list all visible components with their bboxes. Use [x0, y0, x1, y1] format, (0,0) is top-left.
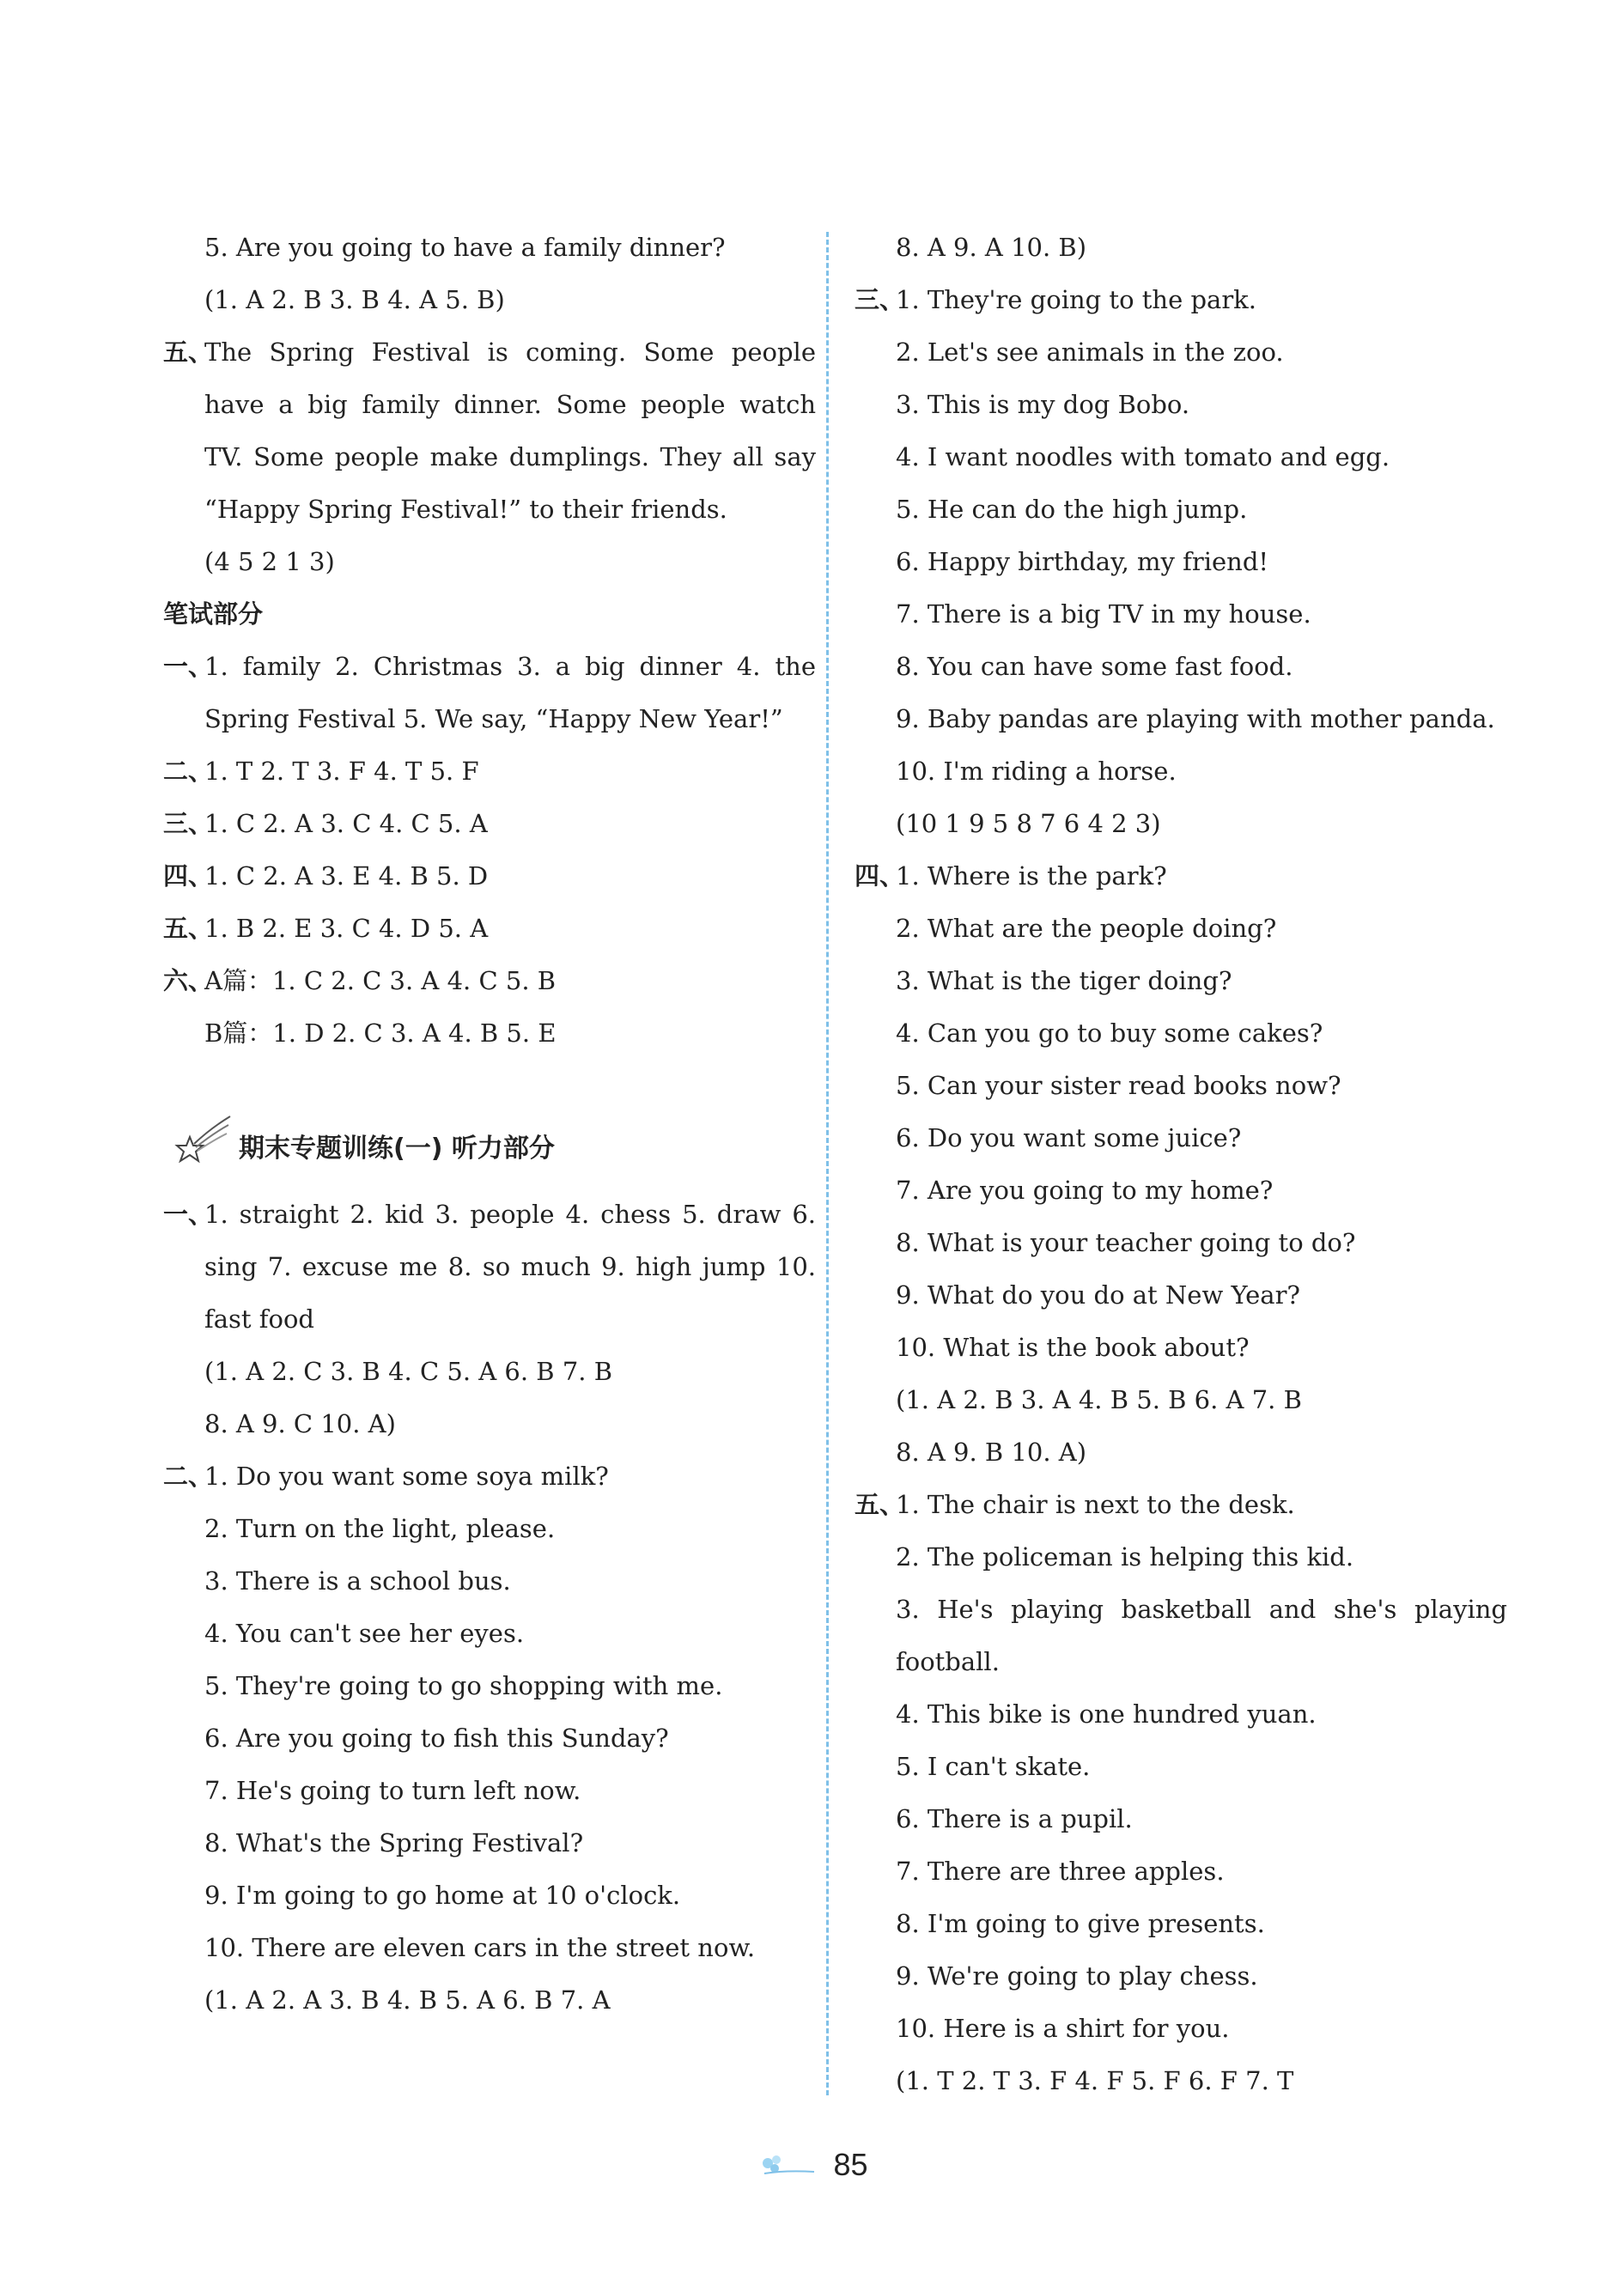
answer-line: 8. I'm going to give presents. [896, 1909, 1265, 1938]
answer-line: 5. Can your sister read books now? [896, 1071, 1341, 1100]
answer-text: 1. The chair is next to the desk. [896, 1490, 1295, 1519]
answer-line: 3. There is a school bus. [204, 1566, 511, 1596]
answer-text: 1. C 2. A 3. C 4. C 5. A [204, 809, 488, 838]
section-marker: 四、 [855, 861, 905, 891]
answer-line: 4. Can you go to buy some cakes? [896, 1018, 1323, 1048]
page-number [0, 2147, 1624, 2183]
answer-line: 6. Do you want some juice? [896, 1123, 1242, 1152]
written-answer-6b [163, 1007, 816, 1060]
answer-line: 8. What's the Spring Festival? [204, 1828, 584, 1857]
answer-line: 10. I'm riding a horse. [896, 757, 1177, 786]
answer-line: 6. Happy birthday, my friend! [896, 547, 1269, 576]
answer-text: B篇：1. D 2. C 3. A 4. B 5. E [204, 1018, 557, 1048]
section-marker: 二、 [163, 1462, 214, 1491]
written-answer-6a [163, 955, 816, 1007]
answer-line: 8. A 9. B 10. A) [896, 1438, 1087, 1467]
section-4-line [855, 850, 1507, 903]
written-section-heading: 笔试部分 [163, 599, 264, 629]
written-answer-2 [163, 745, 816, 798]
answer-line: 10. There are eleven cars in the street now. [204, 1933, 756, 1962]
flower-icon [756, 2151, 816, 2182]
answer-line: 8. A 9. A 10. B) [896, 233, 1087, 262]
answer-line: 2. Turn on the light, please. [204, 1514, 556, 1543]
answer-line: 8. A 9. C 10. A) [204, 1409, 396, 1438]
answer-line: 2. What are the people doing? [896, 914, 1277, 943]
answer-line: 10. Here is a shirt for you. [896, 2014, 1230, 2043]
answer-text: 1. straight 2. kid 3. people 4. chess 5. draw 6. sing 7. excuse me 8. so much 9. high jump 10. fast food [204, 1200, 816, 1334]
column-divider [826, 232, 829, 2095]
answer-line: 9. I'm going to go home at 10 o'clock. [204, 1881, 681, 1910]
written-answer-1 [163, 641, 816, 745]
special-training-heading [163, 1111, 816, 1180]
answer-line: 9. Baby pandas are playing with mother panda. [896, 704, 1495, 733]
answer-line: (4 5 2 1 3) [204, 547, 335, 576]
right-column [855, 222, 1507, 2107]
section-marker: 一、 [163, 1200, 214, 1229]
answer-line: 9. What do you do at New Year? [896, 1280, 1300, 1310]
answer-line: (10 1 9 5 8 7 6 4 2 3) [896, 809, 1161, 838]
section-marker: 五、 [163, 914, 214, 943]
answer-line: 4. This bike is one hundred yuan. [896, 1699, 1317, 1729]
answer-text: 3. He's playing basketball and she's playing football. [896, 1595, 1507, 1676]
section-3-line [855, 274, 1507, 326]
answer-line: 5. Are you going to have a family dinner? [204, 233, 726, 262]
answer-line: (1. A 2. A 3. B 4. B 5. A 6. B 7. A [204, 1985, 611, 2015]
answer-text: 1. They're going to the park. [896, 285, 1256, 314]
answer-text: 1. T 2. T 3. F 4. T 5. F [204, 757, 479, 786]
answer-line: 9. We're going to play chess. [896, 1961, 1258, 1991]
section-marker: 二、 [163, 757, 214, 786]
answer-line-wrapped [855, 1584, 1507, 1688]
answer-line: 6. Are you going to fish this Sunday? [204, 1724, 669, 1753]
answer-line: 8. You can have some fast food. [896, 652, 1293, 681]
answer-text: 1. family 2. Christmas 3. a big dinner 4. the Spring Festival 5. We say, “Happy New Year!” [204, 652, 816, 733]
section-marker: 三、 [855, 285, 905, 314]
section-5-line [855, 1479, 1507, 1531]
left-column [163, 222, 816, 2027]
written-answer-5 [163, 903, 816, 955]
answer-line: 7. Are you going to my home? [896, 1176, 1274, 1205]
answer-line: 2. Let's see animals in the zoo. [896, 337, 1284, 367]
listening-answer-1 [163, 1189, 816, 1346]
answer-line: 8. What is your teacher going to do? [896, 1228, 1356, 1257]
answer-line: (1. A 2. B 3. B 4. A 5. B) [204, 285, 505, 314]
section-marker: 四、 [163, 861, 214, 891]
answer-line: (1. A 2. C 3. B 4. C 5. A 6. B 7. B [204, 1357, 613, 1386]
answer-line: 6. There is a pupil. [896, 1804, 1133, 1833]
page-number-text: 85 [833, 2147, 868, 2182]
answer-line: 2. The policeman is helping this kid. [896, 1542, 1354, 1572]
written-answer-4 [163, 850, 816, 903]
answer-line: 3. What is the tiger doing? [896, 966, 1232, 995]
answer-line: 4. I want noodles with tomato and egg. [896, 442, 1390, 471]
answer-text: 1. C 2. A 3. E 4. B 5. D [204, 861, 489, 891]
answer-text: A篇：1. C 2. C 3. A 4. C 5. B [204, 966, 557, 995]
section-5-passage [163, 326, 816, 536]
section-marker: 五、 [855, 1490, 905, 1519]
answer-line: 10. What is the book about? [896, 1333, 1250, 1362]
section-2-line [163, 1450, 816, 1503]
section-marker: 五、 [163, 337, 214, 367]
section-marker: 三、 [163, 809, 214, 838]
answer-line: (1. T 2. T 3. F 4. F 5. F 6. F 7. T [896, 2066, 1294, 2095]
answer-text: 1. Do you want some soya milk? [204, 1462, 609, 1491]
section-marker: 一、 [163, 652, 214, 681]
answer-line: 5. I can't skate. [896, 1752, 1091, 1781]
passage-text: The Spring Festival is coming. Some people have a big family dinner. Some people watch TV. Some people make dumplings. They all say “Happy Spring Festival!” to their friends. [204, 337, 816, 524]
section-marker: 六、 [163, 966, 214, 995]
answer-line: 7. He's going to turn left now. [204, 1776, 581, 1805]
answer-line: (1. A 2. B 3. A 4. B 5. B 6. A 7. B [896, 1385, 1302, 1414]
answer-text: 1. Where is the park? [896, 861, 1167, 891]
written-answer-3 [163, 798, 816, 850]
answer-line: 7. There are three apples. [896, 1857, 1225, 1886]
answer-line: 7. There is a big TV in my house. [896, 599, 1311, 629]
special-training-title: 期末专题训练(一) 听力部分 [239, 1134, 555, 1164]
answer-line: 3. This is my dog Bobo. [896, 390, 1190, 419]
answer-line: 5. He can do the high jump. [896, 495, 1248, 524]
answer-line: 4. You can't see her eyes. [204, 1619, 525, 1648]
shooting-star-icon [163, 1111, 232, 1180]
answer-line: 5. They're going to go shopping with me. [204, 1671, 723, 1700]
answer-text: 1. B 2. E 3. C 4. D 5. A [204, 914, 489, 943]
